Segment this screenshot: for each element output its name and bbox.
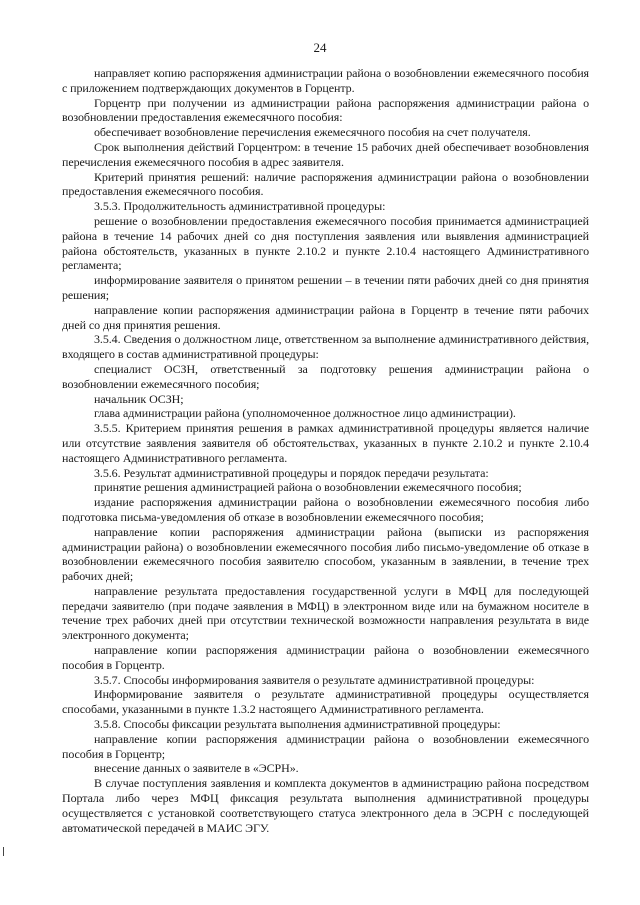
paragraph: направление копии распоряжения администрации района о возобновлении ежемесячного пособия в Горцентр; bbox=[62, 731, 589, 761]
page-number: 24 bbox=[313, 40, 327, 55]
paragraph: направление копии распоряжения администрации района (выписки из распоряжения администрации района) о возобновлении ежемесячного пособия либо письмо-уведомление об отказе в возобновлении ежемесячного пособия заявителю способом, указанным в заявлении, в течение трех рабочих дней; bbox=[62, 524, 589, 584]
paragraph: внесение данных о заявителе в «ЭСРН». bbox=[94, 761, 299, 776]
section-heading: 3.5.7. Способы информирования заявителя о результате административной процедуры: bbox=[94, 672, 535, 687]
paragraph: направление копии распоряжения администрации района о возобновлении ежемесячного пособия в Горцентр. bbox=[62, 643, 589, 672]
paragraph: начальник ОСЗН; bbox=[94, 391, 184, 406]
section-heading: 3.5.5. Критерием принятия решения в рамках административной процедуры является наличие или отсутствие заявления заявителя об обстоятельствах, указанных в пункте 2.10.2 и пункте 2.10.4 настоящего Административного регламента. bbox=[62, 421, 589, 465]
paragraph: В случае поступления заявления и комплекта документов в администрацию района посредством Портала либо через МФЦ фиксация результата выполнения административной процедуры осуществляется с установкой соответствующего статуса электронного дела в ЭСРН с последующей автоматической передачей в МАИС ЭГУ. bbox=[62, 776, 589, 835]
paragraph: глава администрации района (уполномоченное должностное лицо администрации). bbox=[94, 406, 516, 421]
paragraph: Срок выполнения действий Горцентром: в течение 15 рабочих дней обеспечивает возобновления перечисления ежемесячного пособия в адрес заявителя. bbox=[62, 139, 589, 169]
paragraph: направление результата предоставления государственной услуги в МФЦ для последующей передачи заявителю (при подаче заявления в МФЦ) в электронном виде или на бумажном носителе в течение трех рабочих дней при отсутствии технической возможности направления результата в виде электронного документа; bbox=[62, 583, 589, 643]
paragraph: направляет копию распоряжения администрации района о возобновлении ежемесячного пособия с приложением подтверждающих документов в Горцентр. bbox=[62, 66, 589, 95]
section-heading: 3.5.4. Сведения о должностном лице, ответственном за выполнение административного действия, входящего в состав административной процедуры: bbox=[62, 332, 589, 362]
section-heading: 3.5.8. Способы фиксации результата выполнения административной процедуры: bbox=[94, 717, 501, 732]
section-heading: 3.5.3. Продолжительность административной процедуры: bbox=[94, 199, 386, 214]
paragraph: направление копии распоряжения администрации района в Горцентр в течение пяти рабочих дней со дня принятия решения. bbox=[62, 302, 589, 332]
paragraph: Информирование заявителя о результате административной процедуры осуществляется способами, указанными в пункте 1.3.2 настоящего Административного регламента. bbox=[62, 687, 589, 717]
paragraph: Горцентр при получении из администрации района распоряжения администрации района о возобновлении предоставления ежемесячного пособия: bbox=[62, 95, 589, 125]
paragraph: решение о возобновлении предоставления ежемесячного пособия принимается администрацией района в течение 14 рабочих дней со дня поступления заявления или выявления администрацией района обстоятельств, указанных в пункте 2.10.2 и пункте 2.10.4 настоящего Административного регламента; bbox=[62, 213, 589, 273]
body-text bbox=[62, 66, 589, 835]
paragraph: издание распоряжения администрации района о возобновлении ежемесячного пособия либо подготовка письма-уведомления об отказе в возобновлении ежемесячного пособия; bbox=[62, 495, 589, 524]
paragraph: Критерий принятия решений: наличие распоряжения администрации района о возобновлении предоставления ежемесячного пособия. bbox=[62, 169, 589, 199]
paragraph: обеспечивает возобновление перечисления ежемесячного пособия на счет получателя. bbox=[94, 125, 531, 140]
section-heading: 3.5.6. Результат административной процедуры и порядок передачи результата: bbox=[94, 465, 489, 480]
scan-edge-mark bbox=[3, 847, 4, 856]
paragraph: специалист ОСЗН, ответственный за подготовку решения администрации района о возобновлении ежемесячного пособия; bbox=[62, 361, 589, 391]
paragraph: принятие решения администрацией района о возобновлении ежемесячного пособия; bbox=[94, 480, 522, 495]
paragraph: информирование заявителя о принятом решении – в течении пяти рабочих дней со дня принятия решения; bbox=[62, 273, 589, 302]
